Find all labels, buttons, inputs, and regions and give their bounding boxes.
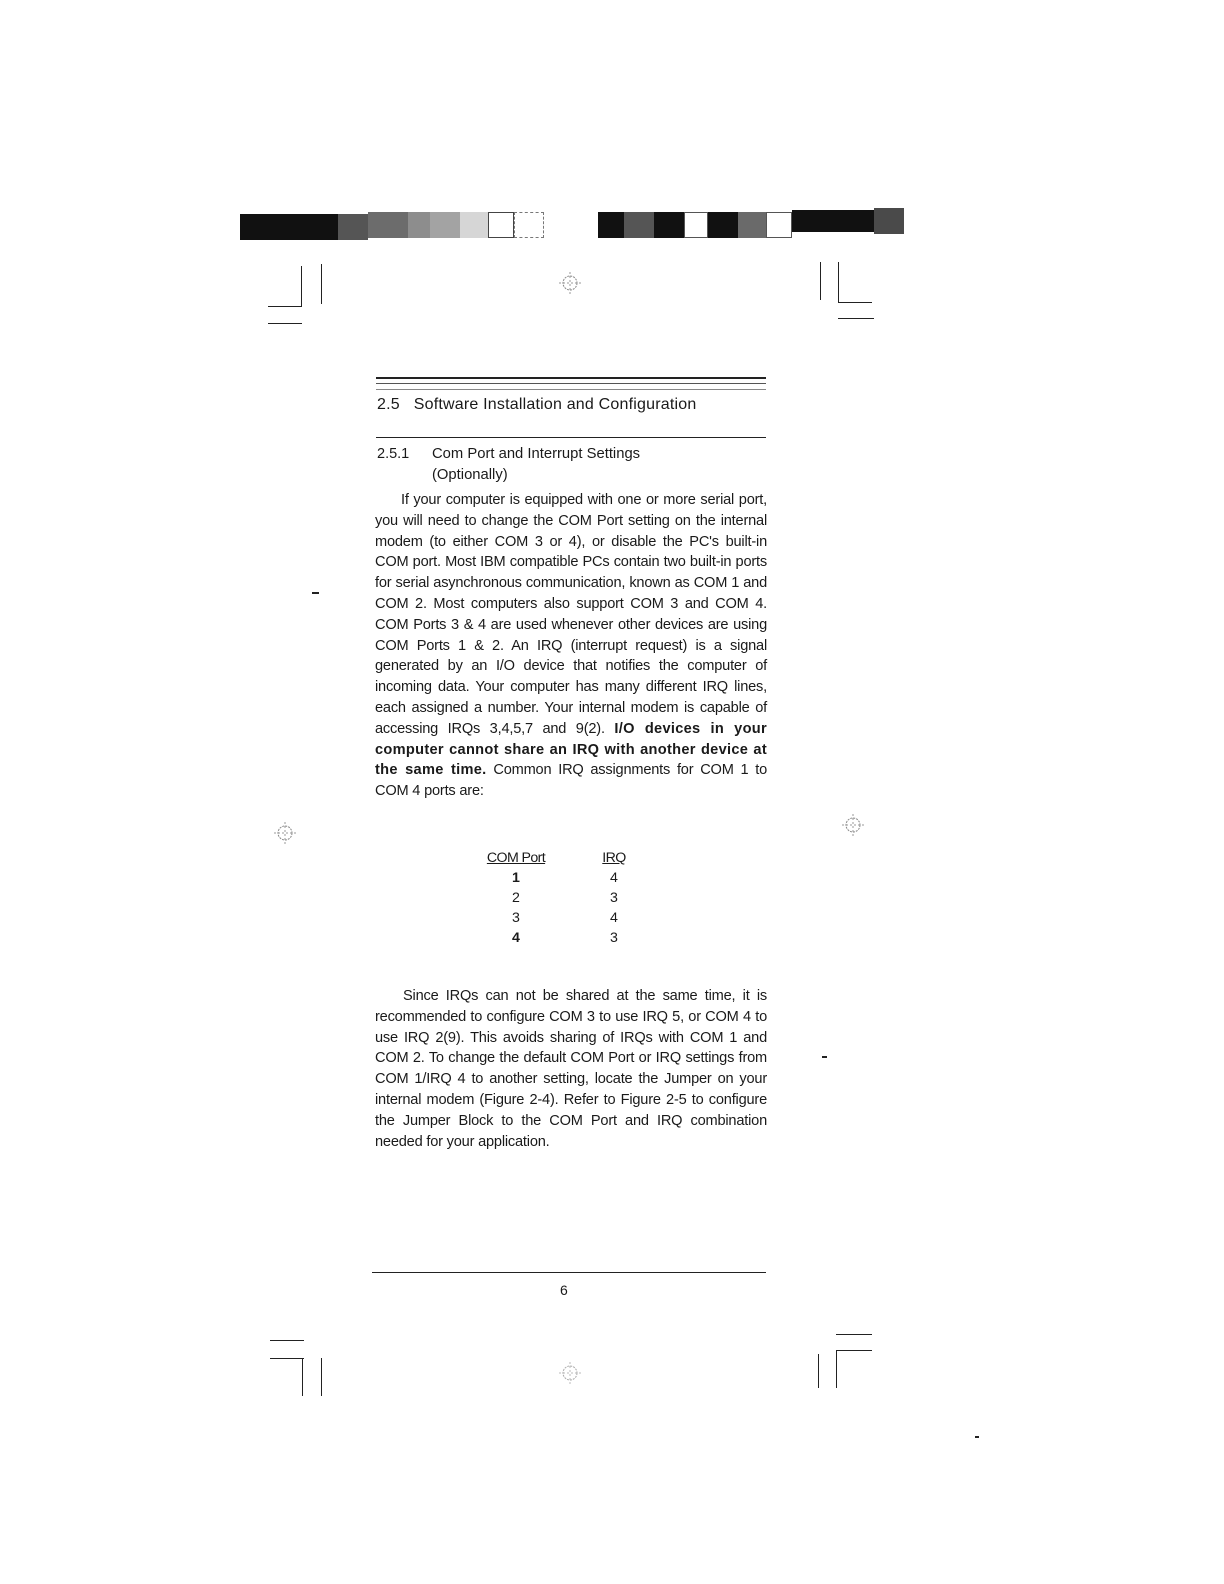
section-heading [377,396,696,414]
page-number: 6 [560,1282,568,1298]
table-row [480,868,626,888]
paragraph1-bold-text: I/O devices in your computer cannot share an IRQ with another device at the same time. [375,720,768,779]
registration-target-icon [274,822,296,844]
registration-target-icon [559,272,581,294]
paragraph1-text: If your computer is equipped with one or more serial port, you will need to change the COM Port setting on the internal modem (to either COM 3 or 4), or disable the PC's built-in COM port. Most IBM compatible PCs contain two built-in ports for serial asynchronous communication, known as COM 1 and COM 2. Most computers also support COM 3 and COM 4. COM Ports 3 & 4 are used whenever other devices are using COM Ports 1 & 2. An IRQ (interrupt request) is a signal generated by an I/O device that notifies the computer of incoming data. Your computer has many different IRQ lines, each assigned a number. Your internal modem is capable of accessing IRQs 3,4,5,7 and 9(2). [375,492,767,737]
scan-speck [975,1436,979,1438]
table-cell-com: 1 [512,870,520,886]
table-cell-irq: 3 [610,890,618,906]
registration-target-icon [842,814,864,836]
subsection-title-line1: Com Port and Interrupt Settings [432,446,641,462]
table-cell-com: 4 [512,930,520,946]
paragraph-irq-recommendation [375,986,767,1152]
table-cell-irq: 3 [610,930,618,946]
registration-target-icon [559,1362,581,1384]
table-cell-irq: 4 [610,910,618,926]
paragraph-com-port-intro [375,490,767,802]
paragraph2-text: Since IRQs can not be shared at the same time, it is recommended to configure COM 3 to use IRQ 5, or COM 4 to use IRQ 2(9). This avoids sharing of IRQs with COM 1 and COM 2. To change the default COM Port or IRQ settings from COM 1/IRQ 4 to another setting, locate the Jumper on your internal modem (Figure 2-4). Refer to Figure 2-5 to configure the Jumper Block to the COM Port and IRQ combination needed for your application. [375,988,767,1150]
table-row [480,908,626,928]
paragraph1-tail-text: Common IRQ assignments for COM 1 to COM 4 ports are: [375,762,768,800]
table-header-com-port: COM Port [486,850,546,866]
scan-speck [822,1056,827,1058]
table-row [480,928,626,948]
section-number: 2.5 [377,396,400,413]
subsection-title-line2: (Optionally) [432,466,508,483]
table-header-irq: IRQ [602,850,626,866]
subsection-number: 2.5.1 [377,446,410,462]
table-row [480,888,626,908]
irq-assignment-table [480,850,626,948]
section-title: Software Installation and Configuration [413,396,697,413]
table-cell-com: 2 [512,890,520,906]
footer-rule [372,1272,766,1273]
subsection-rule [376,437,766,438]
subsection-title [432,444,640,485]
table-cell-com: 3 [512,910,520,926]
scan-speck [312,592,319,594]
table-header-row [480,850,626,868]
table-cell-irq: 4 [610,870,618,886]
